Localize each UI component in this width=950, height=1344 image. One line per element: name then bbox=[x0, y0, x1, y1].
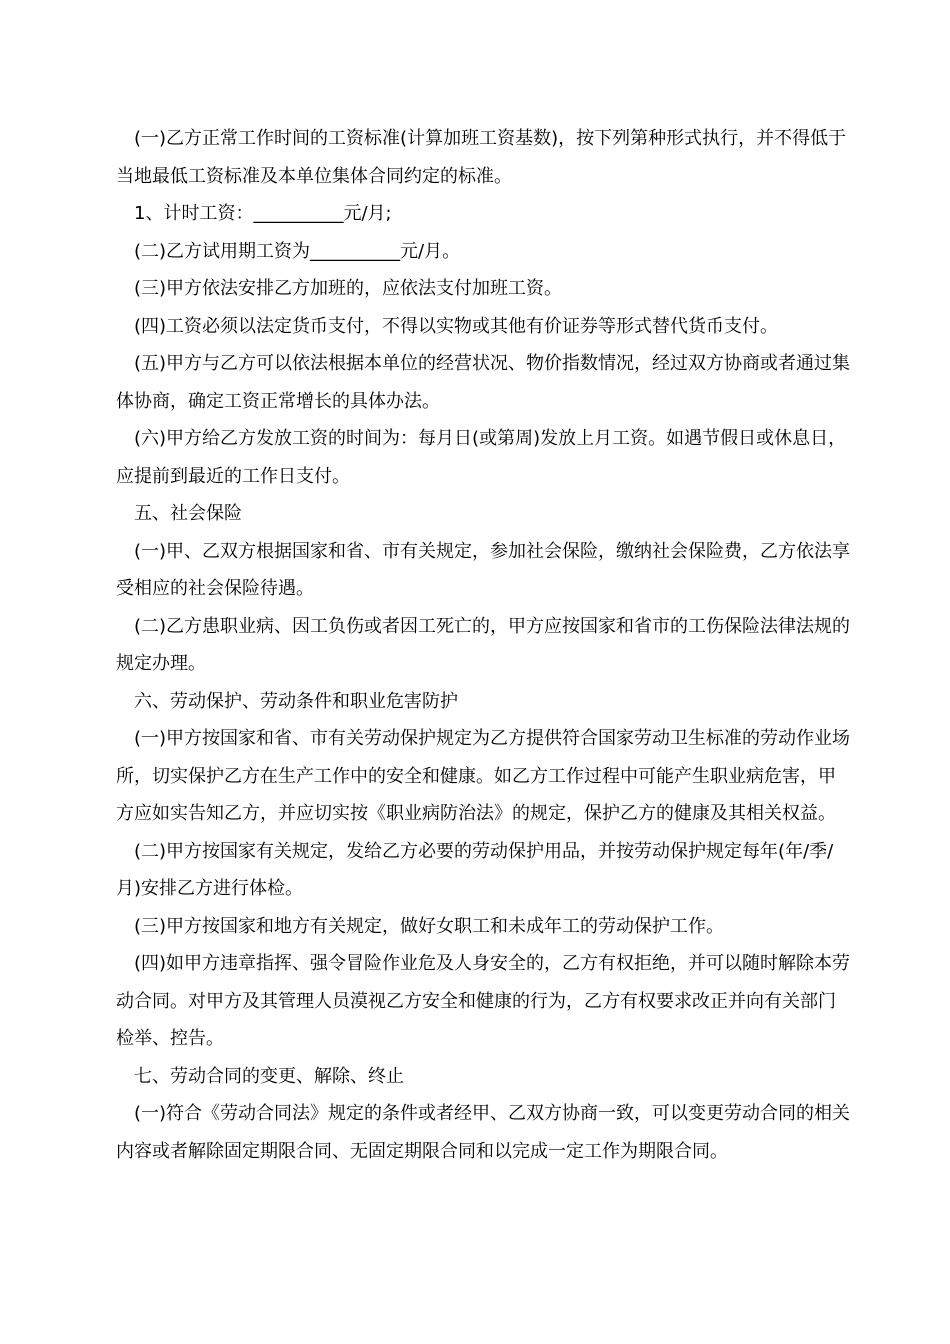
paragraph-overtime-pay: (三)甲方依法安排乙方加班的，应依法支付加班工资。 bbox=[134, 278, 563, 299]
paragraph-currency-payment: (四)工资必须以法定货币支付，不得以实物或其他有价证券等形式替代货币支付。 bbox=[134, 315, 779, 337]
paragraph-protective-equipment: (二)甲方按国家有关规定，发给乙方必要的劳动保护用品，并按劳动保护规定每年(年/季/月)安排乙方进行体检。 bbox=[116, 840, 834, 899]
paragraph-work-injury: (二)乙方患职业病、因工负伤或者因工死亡的，甲方应按国家和省市的工伤保险法律法规的规定办理。 bbox=[116, 615, 851, 674]
paragraph-wage-growth: (五)甲方与乙方可以依法根据本单位的经营状况、物价指数情况，经过双方协商或者通过集体协商，确定工资正常增长的具体办法。 bbox=[116, 353, 851, 412]
paragraph-social-insurance: (一)甲、乙双方根据国家和省、市有关规定，参加社会保险，缴纳社会保险费，乙方依法享受相应的社会保险待遇。 bbox=[116, 540, 851, 599]
paragraph-probation-wage: (二)乙方试用期工资为__________元/月。 bbox=[134, 240, 461, 262]
paragraph-workplace-safety: (一)甲方按国家和省、市有关劳动保护规定为乙方提供符合国家劳动卫生标准的劳动作业场所，切实保护乙方在生产工作中的安全和健康。如乙方工作过程中可能产生职业病危害，甲方应如实告知乙方，并应切实按《职业病防治法》的规定，保护乙方的健康及其相关权益。 bbox=[116, 728, 851, 824]
paragraph-hourly-wage: 1、计时工资：__________元/月; bbox=[134, 203, 392, 224]
paragraph-right-to-refuse: (四)如甲方违章指挥、强令冒险作业危及人身安全的，乙方有权拒绝，并可以随时解除本劳动合同。对甲方及其管理人员漠视乙方安全和健康的行为，乙方有权要求改正并向有关部门检举、控告。 bbox=[116, 953, 851, 1049]
paragraph-special-protection: (三)甲方按国家和地方有关规定，做好女职工和未成年工的劳动保护工作。 bbox=[134, 915, 725, 937]
section-heading-labor-protection: 六、劳动保护、劳动条件和职业危害防护 bbox=[134, 690, 458, 712]
paragraph-pay-date: (六)甲方给乙方发放工资的时间为：每月日(或第周)发放上月工资。如遇节假日或休息日，应提前到最近的工作日支付。 bbox=[116, 428, 847, 487]
section-heading-contract-change: 七、劳动合同的变更、解除、终止 bbox=[134, 1065, 404, 1087]
section-heading-social-insurance: 五、社会保险 bbox=[134, 503, 242, 524]
paragraph-wage-standard: (一)乙方正常工作时间的工资标准(计算加班工资基数)，按下列第种形式执行，并不得低于当地最低工资标准及本单位集体合同约定的标准。 bbox=[116, 128, 847, 187]
paragraph-contract-modification: (一)符合《劳动合同法》规定的条件或者经甲、乙双方协商一致，可以变更劳动合同的相关内容或者解除固定期限合同、无固定期限合同和以完成一定工作为期限合同。 bbox=[116, 1103, 851, 1162]
document-body bbox=[116, 120, 851, 1170]
